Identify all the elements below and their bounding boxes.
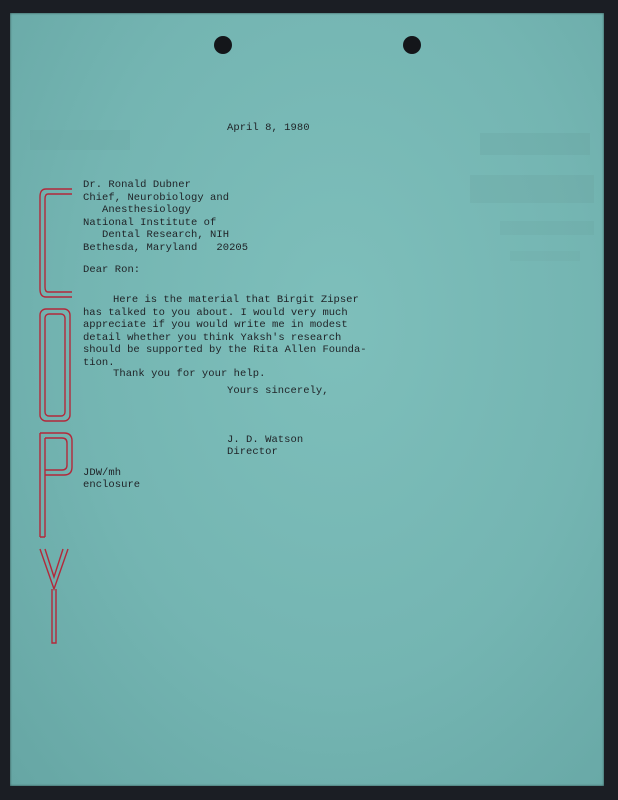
signer-title: Director — [227, 446, 278, 458]
enclosure-note: enclosure — [83, 479, 141, 491]
signer-name: J. D. Watson — [227, 434, 304, 446]
salutation: Dear Ron: — [83, 264, 141, 276]
copy-stamp — [38, 185, 78, 645]
binder-hole-right — [403, 36, 421, 54]
recipient-line: Dr. Ronald Dubner — [83, 179, 191, 191]
letter-body: Here is the material that Birgit Zipser has talked to you about. I would very much appreciate if you would write me in modest detail whether you think Yaksh's research should be supported by the Rita Allen Founda- tion. — [83, 294, 367, 369]
letter-date: April 8, 1980 — [227, 122, 310, 134]
recipient-address — [83, 179, 248, 254]
show-through-marks-left — [24, 118, 144, 158]
recipient-line: Bethesda, Maryland 20205 — [83, 241, 249, 254]
closing: Yours sincerely, — [227, 385, 329, 397]
typist-initials: JDW/mh — [83, 467, 122, 479]
recipient-line: National Institute of — [83, 216, 217, 229]
thanks-line: Thank you for your help. — [113, 368, 266, 380]
binder-hole-left — [214, 36, 232, 54]
recipient-line: Anesthesiology — [83, 204, 191, 216]
show-through-marks — [470, 123, 604, 283]
letter-page — [10, 13, 604, 786]
recipient-line: Dental Research, NIH — [83, 229, 230, 241]
recipient-line: Chief, Neurobiology and — [83, 191, 230, 204]
